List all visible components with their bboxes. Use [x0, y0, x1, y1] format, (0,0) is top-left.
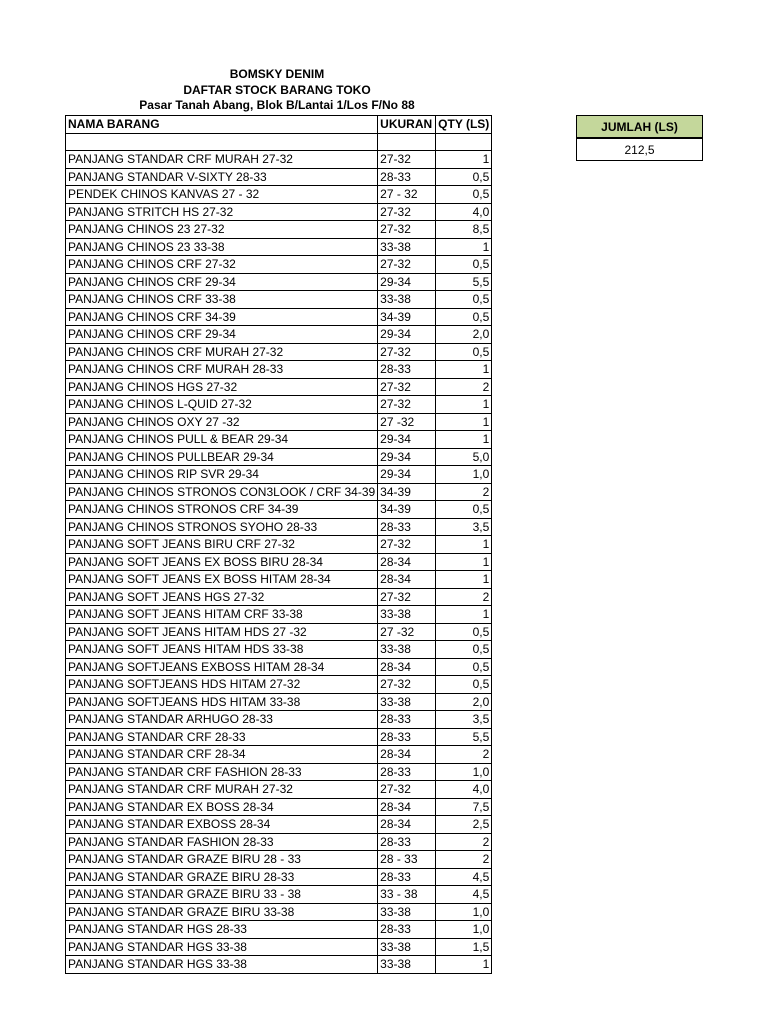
- cell-qty: 5,5: [436, 728, 492, 746]
- cell-qty: 1: [436, 571, 492, 589]
- cell-item-name: PANJANG CHINOS RIP SVR 29-34: [66, 466, 378, 484]
- table-row: [66, 168, 492, 186]
- cell-qty: 0,5: [436, 623, 492, 641]
- cell-qty: 1: [436, 956, 492, 974]
- table-row: [66, 273, 492, 291]
- cell-size: 29-34: [378, 273, 436, 291]
- cell-item-name: PANJANG STANDAR CRF MURAH 27-32: [66, 781, 378, 799]
- table-row: [66, 133, 492, 151]
- table-row: [66, 763, 492, 781]
- total-value: 212,5: [577, 138, 703, 161]
- cell-item-name: PANJANG CHINOS PULL & BEAR 29-34: [66, 431, 378, 449]
- cell-qty: 1: [436, 361, 492, 379]
- table-row: [66, 466, 492, 484]
- cell-qty: 1,5: [436, 938, 492, 956]
- cell-item-name: PANJANG CHINOS 23 27-32: [66, 221, 378, 239]
- table-row: [66, 833, 492, 851]
- table-row: [66, 658, 492, 676]
- table-row: [66, 903, 492, 921]
- cell-size: 28-33: [378, 763, 436, 781]
- table-row: [66, 588, 492, 606]
- cell-size: 33 - 38: [378, 886, 436, 904]
- cell-qty: 2: [436, 588, 492, 606]
- cell-item-name: PANJANG STANDAR EX BOSS 28-34: [66, 798, 378, 816]
- table-row: [66, 728, 492, 746]
- cell-item-name: PANJANG STANDAR GRAZE BIRU 33-38: [66, 903, 378, 921]
- cell-size: 28-34: [378, 816, 436, 834]
- cell-size: 27-32: [378, 676, 436, 694]
- cell-size: 28 - 33: [378, 851, 436, 869]
- cell-item-name: PANJANG STANDAR FASHION 28-33: [66, 833, 378, 851]
- table-row: [66, 151, 492, 169]
- document-header: [66, 67, 488, 114]
- cell-qty: 1: [436, 413, 492, 431]
- table-row: [66, 343, 492, 361]
- table-row: [66, 851, 492, 869]
- cell-item-name: PANJANG CHINOS 23 33-38: [66, 238, 378, 256]
- cell-qty: 2: [436, 851, 492, 869]
- cell-item-name: PANJANG CHINOS PULLBEAR 29-34: [66, 448, 378, 466]
- cell-qty: 1,0: [436, 763, 492, 781]
- cell-qty: 2: [436, 378, 492, 396]
- cell-qty: 4,5: [436, 868, 492, 886]
- stock-table: [65, 115, 492, 974]
- cell-item-name: PANJANG SOFT JEANS EX BOSS BIRU 28-34: [66, 553, 378, 571]
- cell-size: 34-39: [378, 501, 436, 519]
- table-row: [66, 938, 492, 956]
- table-row: [66, 816, 492, 834]
- table-row: [66, 238, 492, 256]
- table-body: [66, 133, 492, 973]
- cell-size: 28-34: [378, 571, 436, 589]
- cell-size: 27 -32: [378, 623, 436, 641]
- cell-qty: 0,5: [436, 658, 492, 676]
- table-row: [66, 746, 492, 764]
- cell-size: 27-32: [378, 588, 436, 606]
- table-row: [66, 256, 492, 274]
- table-row: [66, 396, 492, 414]
- cell-size: 27-32: [378, 536, 436, 554]
- cell-item-name: PANJANG CHINOS STRONOS CRF 34-39: [66, 501, 378, 519]
- total-label: JUMLAH (LS): [577, 116, 703, 139]
- cell-qty: 2,5: [436, 816, 492, 834]
- cell-item-name: PANJANG STANDAR CRF 28-34: [66, 746, 378, 764]
- cell-qty: 1,0: [436, 921, 492, 939]
- cell-qty: 7,5: [436, 798, 492, 816]
- cell-qty: [436, 133, 492, 151]
- store-name: BOMSKY DENIM: [229, 67, 325, 81]
- cell-size: 28-34: [378, 658, 436, 676]
- cell-qty: 3,5: [436, 518, 492, 536]
- cell-size: 33-38: [378, 938, 436, 956]
- cell-item-name: PANJANG CHINOS STRONOS CON3LOOK / CRF 34-39: [66, 483, 378, 501]
- cell-qty: 0,5: [436, 186, 492, 204]
- cell-item-name: PANJANG CHINOS CRF 29-34: [66, 273, 378, 291]
- cell-qty: 4,5: [436, 886, 492, 904]
- store-address: Pasar Tanah Abang, Blok B/Lantai 1/Los F/No 88: [139, 98, 415, 112]
- table-row: [66, 378, 492, 396]
- table-row: [66, 868, 492, 886]
- cell-qty: 1: [436, 238, 492, 256]
- cell-size: 28-33: [378, 868, 436, 886]
- cell-size: 34-39: [378, 308, 436, 326]
- table-row: [66, 711, 492, 729]
- cell-item-name: PANJANG CHINOS CRF 34-39: [66, 308, 378, 326]
- cell-qty: 1: [436, 536, 492, 554]
- table-row: [66, 518, 492, 536]
- column-header-size: UKURAN: [378, 116, 436, 134]
- cell-item-name: PANJANG STANDAR HGS 28-33: [66, 921, 378, 939]
- cell-size: 29-34: [378, 448, 436, 466]
- cell-qty: 0,5: [436, 343, 492, 361]
- cell-item-name: PANJANG CHINOS L-QUID 27-32: [66, 396, 378, 414]
- cell-size: 27-32: [378, 221, 436, 239]
- table-row: [66, 308, 492, 326]
- cell-item-name: PANJANG STANDAR V-SIXTY 28-33: [66, 168, 378, 186]
- cell-qty: 5,0: [436, 448, 492, 466]
- cell-qty: 2,0: [436, 693, 492, 711]
- table-row: [66, 326, 492, 344]
- cell-size: 29-34: [378, 326, 436, 344]
- cell-qty: 1,0: [436, 466, 492, 484]
- table-row: [66, 483, 492, 501]
- cell-item-name: PANJANG CHINOS CRF 29-34: [66, 326, 378, 344]
- cell-item-name: PANJANG SOFT JEANS HITAM HDS 27 -32: [66, 623, 378, 641]
- document-title: DAFTAR STOCK BARANG TOKO: [183, 82, 371, 97]
- table-row: [66, 413, 492, 431]
- cell-size: 33-38: [378, 291, 436, 309]
- table-header-row: [66, 116, 492, 134]
- cell-size: 28-33: [378, 518, 436, 536]
- cell-qty: 1: [436, 151, 492, 169]
- cell-size: 33-38: [378, 956, 436, 974]
- cell-item-name: PANJANG CHINOS HGS 27-32: [66, 378, 378, 396]
- cell-size: 33-38: [378, 693, 436, 711]
- table-row: [66, 361, 492, 379]
- table-row: [66, 606, 492, 624]
- cell-size: 29-34: [378, 466, 436, 484]
- cell-size: 28-33: [378, 711, 436, 729]
- cell-qty: 1: [436, 606, 492, 624]
- table-row: [66, 781, 492, 799]
- summary-box: [576, 115, 703, 161]
- cell-size: 34-39: [378, 483, 436, 501]
- table-row: [66, 536, 492, 554]
- cell-qty: 4,0: [436, 203, 492, 221]
- cell-item-name: PANJANG CHINOS CRF MURAH 28-33: [66, 361, 378, 379]
- table-row: [66, 676, 492, 694]
- cell-item-name: PANJANG CHINOS STRONOS SYOHO 28-33: [66, 518, 378, 536]
- cell-qty: 2: [436, 483, 492, 501]
- table-row: [66, 623, 492, 641]
- cell-qty: 0,5: [436, 168, 492, 186]
- cell-size: 27 -32: [378, 413, 436, 431]
- table-row: [66, 798, 492, 816]
- cell-item-name: PENDEK CHINOS KANVAS 27 - 32: [66, 186, 378, 204]
- cell-qty: 5,5: [436, 273, 492, 291]
- cell-item-name: PANJANG SOFTJEANS EXBOSS HITAM 28-34: [66, 658, 378, 676]
- table-row: [66, 203, 492, 221]
- cell-item-name: PANJANG CHINOS CRF MURAH 27-32: [66, 343, 378, 361]
- cell-qty: 1: [436, 396, 492, 414]
- cell-item-name: PANJANG STANDAR CRF MURAH 27-32: [66, 151, 378, 169]
- cell-size: 28-34: [378, 553, 436, 571]
- cell-size: 27-32: [378, 378, 436, 396]
- table-row: [66, 693, 492, 711]
- table-row: [66, 501, 492, 519]
- cell-size: 33-38: [378, 238, 436, 256]
- cell-qty: 1: [436, 431, 492, 449]
- table-row: [66, 553, 492, 571]
- cell-item-name: PANJANG STANDAR CRF 28-33: [66, 728, 378, 746]
- cell-size: 27-32: [378, 256, 436, 274]
- cell-size: 28-33: [378, 833, 436, 851]
- cell-size: 33-38: [378, 641, 436, 659]
- cell-size: 27 - 32: [378, 186, 436, 204]
- cell-item-name: PANJANG SOFT JEANS BIRU CRF 27-32: [66, 536, 378, 554]
- column-header-item-name: NAMA BARANG: [66, 116, 378, 134]
- cell-qty: 2,0: [436, 326, 492, 344]
- cell-qty: 8,5: [436, 221, 492, 239]
- table-row: [66, 186, 492, 204]
- cell-qty: 3,5: [436, 711, 492, 729]
- cell-item-name: PANJANG STANDAR ARHUGO 28-33: [66, 711, 378, 729]
- cell-qty: 1,0: [436, 903, 492, 921]
- table-row: [66, 886, 492, 904]
- table-row: [66, 291, 492, 309]
- cell-size: 33-38: [378, 606, 436, 624]
- cell-item-name: PANJANG CHINOS OXY 27 -32: [66, 413, 378, 431]
- table-row: [66, 641, 492, 659]
- cell-size: 27-32: [378, 781, 436, 799]
- cell-item-name: PANJANG CHINOS CRF 33-38: [66, 291, 378, 309]
- cell-item-name: PANJANG STANDAR GRAZE BIRU 28 - 33: [66, 851, 378, 869]
- cell-item-name: PANJANG STANDAR HGS 33-38: [66, 938, 378, 956]
- cell-size: 28-33: [378, 361, 436, 379]
- column-header-qty: QTY (LS): [436, 116, 492, 134]
- table-row: [66, 448, 492, 466]
- cell-size: 28-33: [378, 921, 436, 939]
- cell-size: 29-34: [378, 431, 436, 449]
- cell-qty: 0,5: [436, 256, 492, 274]
- cell-size: 28-34: [378, 746, 436, 764]
- table-row: [66, 571, 492, 589]
- cell-item-name: PANJANG SOFT JEANS HITAM CRF 33-38: [66, 606, 378, 624]
- cell-item-name: PANJANG STANDAR EXBOSS 28-34: [66, 816, 378, 834]
- cell-item-name: PANJANG SOFT JEANS HITAM HDS 33-38: [66, 641, 378, 659]
- cell-size: 27-32: [378, 343, 436, 361]
- cell-size: 28-33: [378, 168, 436, 186]
- cell-item-name: PANJANG STANDAR CRF FASHION 28-33: [66, 763, 378, 781]
- table-row: [66, 221, 492, 239]
- cell-qty: 0,5: [436, 676, 492, 694]
- cell-qty: 0,5: [436, 308, 492, 326]
- cell-size: 27-32: [378, 396, 436, 414]
- cell-item-name: PANJANG STANDAR GRAZE BIRU 28-33: [66, 868, 378, 886]
- cell-size: 27-32: [378, 151, 436, 169]
- cell-size: 28-33: [378, 728, 436, 746]
- cell-qty: 0,5: [436, 641, 492, 659]
- cell-qty: 2: [436, 833, 492, 851]
- cell-item-name: PANJANG CHINOS CRF 27-32: [66, 256, 378, 274]
- cell-qty: 1: [436, 553, 492, 571]
- cell-size: 27-32: [378, 203, 436, 221]
- cell-item-name: PANJANG SOFT JEANS HGS 27-32: [66, 588, 378, 606]
- cell-item-name: PANJANG STANDAR HGS 33-38: [66, 956, 378, 974]
- cell-size: [378, 133, 436, 151]
- table-row: [66, 921, 492, 939]
- cell-item-name: PANJANG SOFTJEANS HDS HITAM 27-32: [66, 676, 378, 694]
- cell-item-name: PANJANG STRITCH HS 27-32: [66, 203, 378, 221]
- cell-size: 28-34: [378, 798, 436, 816]
- cell-qty: 2: [436, 746, 492, 764]
- cell-qty: 0,5: [436, 501, 492, 519]
- cell-item-name: PANJANG STANDAR GRAZE BIRU 33 - 38: [66, 886, 378, 904]
- cell-item-name: PANJANG SOFT JEANS EX BOSS HITAM 28-34: [66, 571, 378, 589]
- cell-qty: 4,0: [436, 781, 492, 799]
- cell-qty: 0,5: [436, 291, 492, 309]
- table-row: [66, 431, 492, 449]
- cell-size: 33-38: [378, 903, 436, 921]
- cell-item-name: PANJANG SOFTJEANS HDS HITAM 33-38: [66, 693, 378, 711]
- table-row: [66, 956, 492, 974]
- cell-item-name: [66, 133, 378, 151]
